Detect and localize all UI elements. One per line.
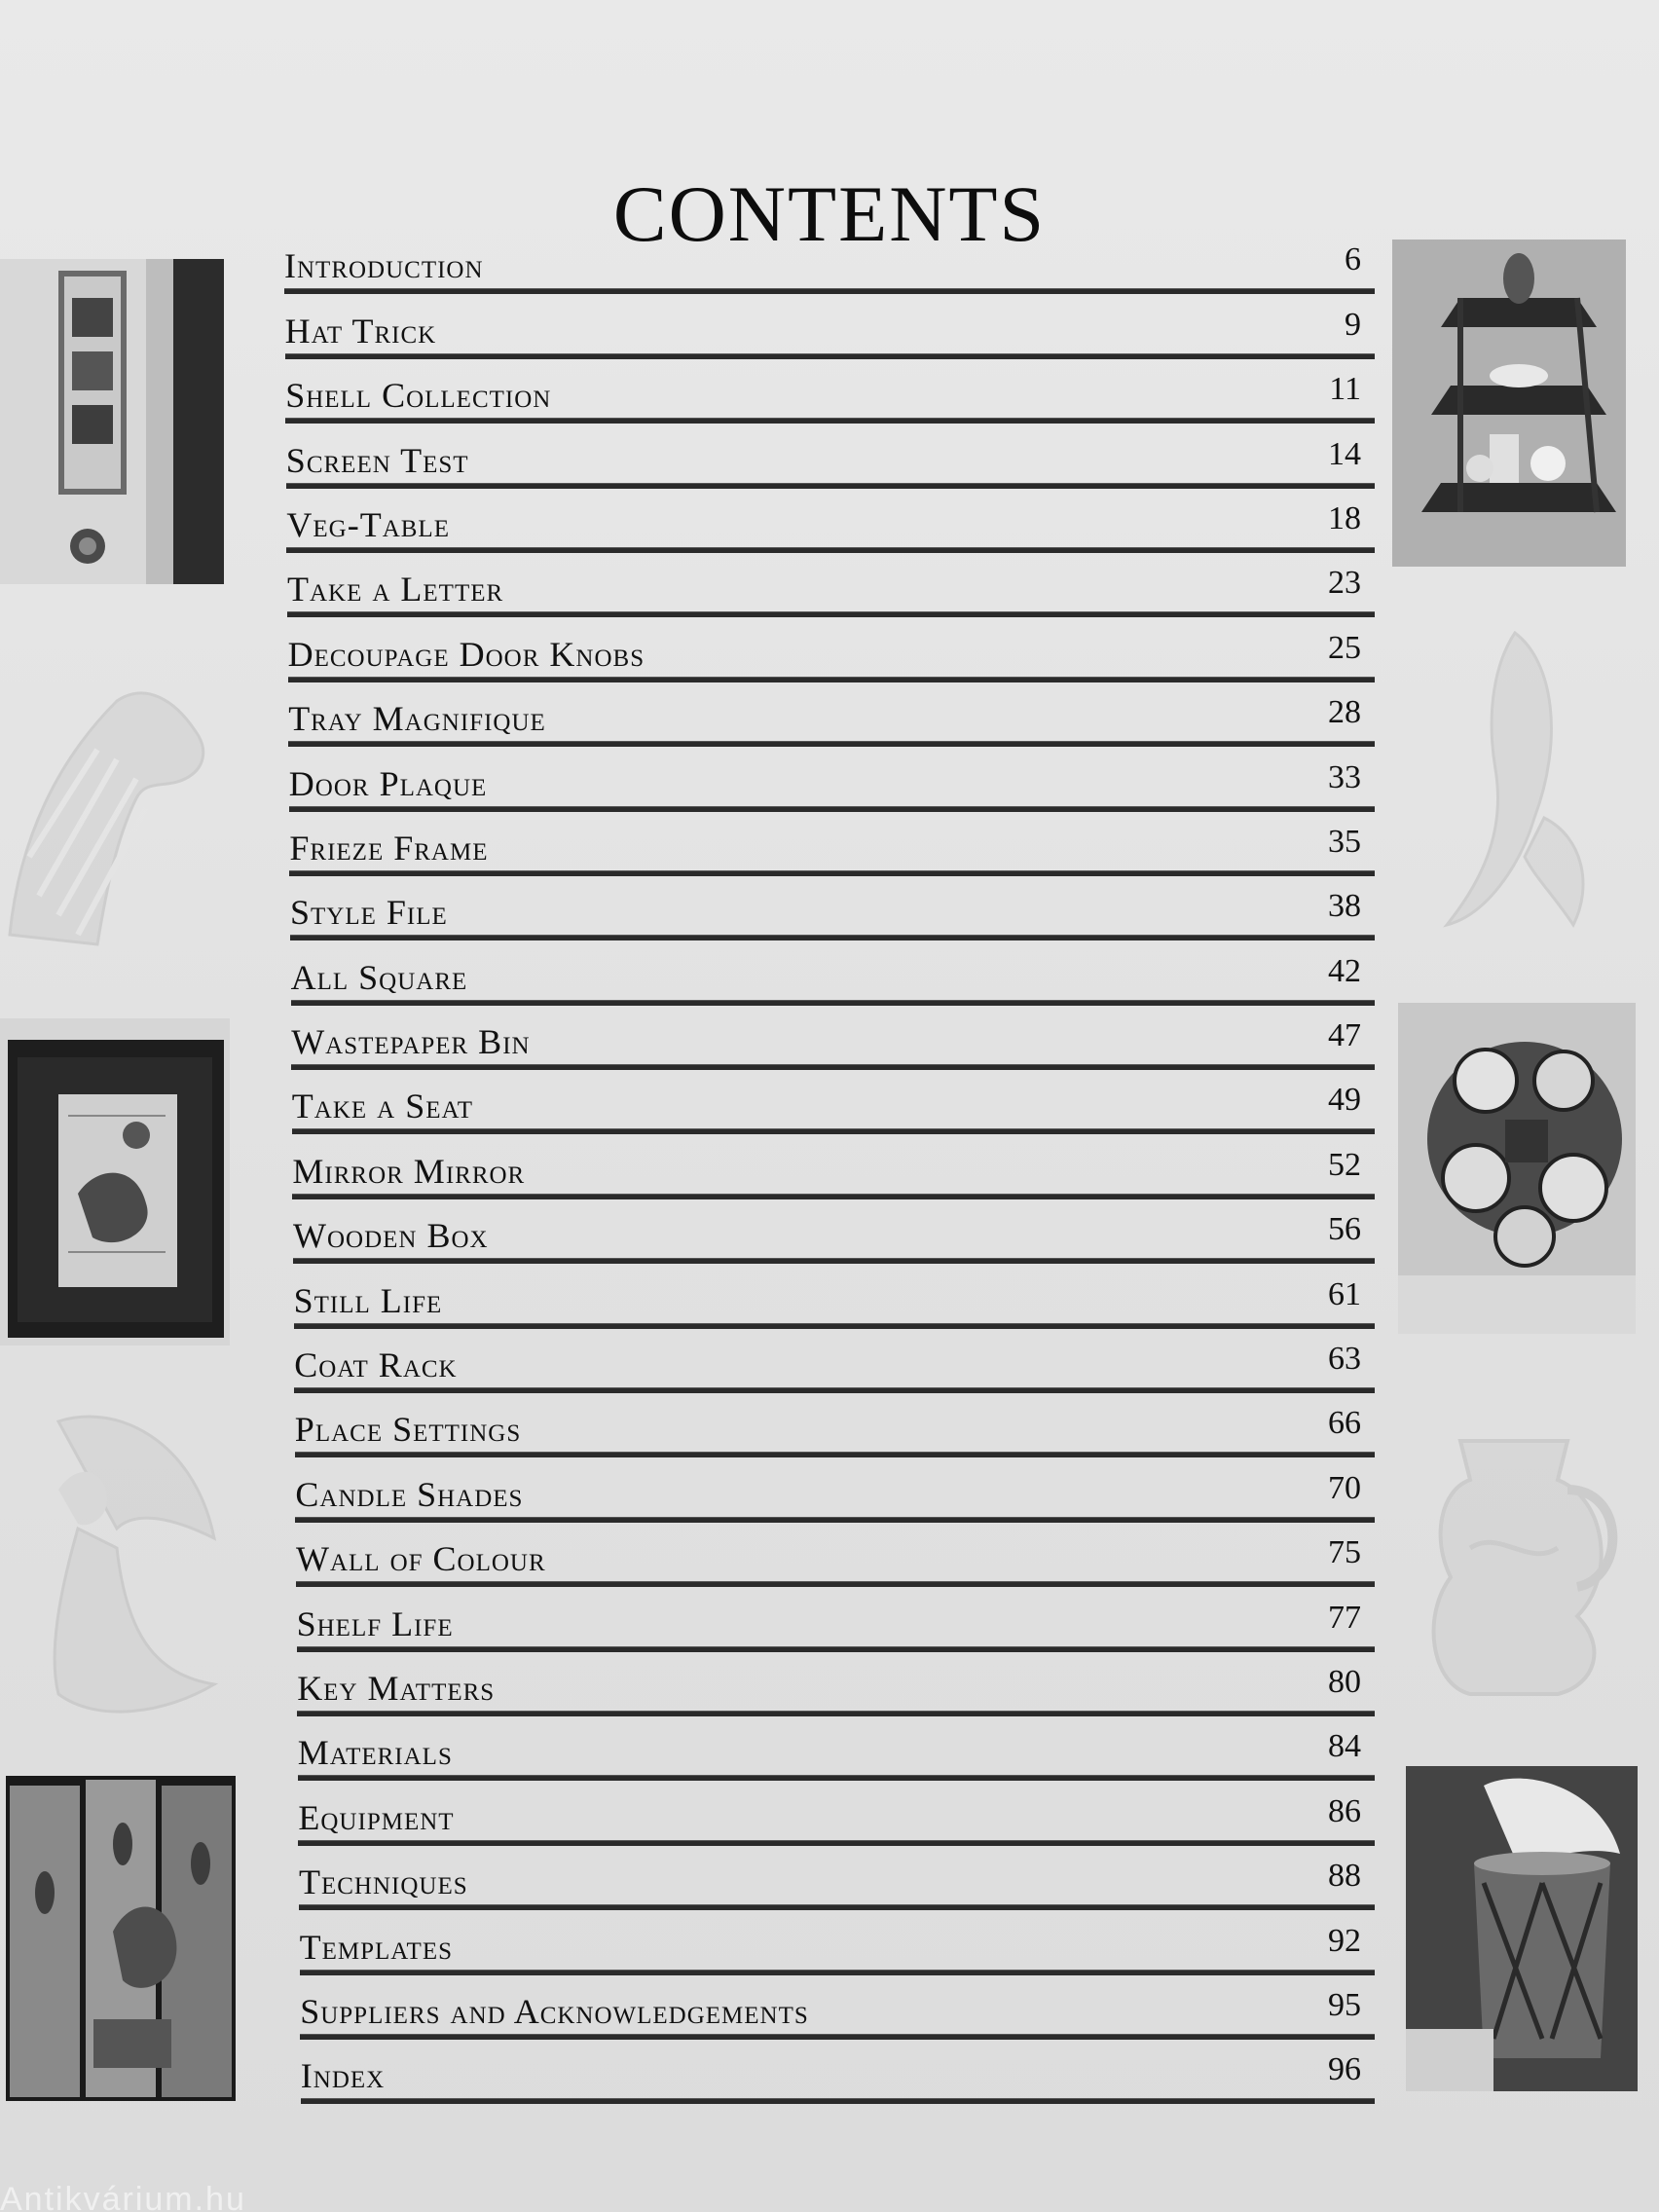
toc-entry-page-number: 38 [1328, 888, 1361, 925]
photo-wastepaper-bin [1406, 1766, 1638, 2091]
toc-entry [298, 1783, 1375, 1847]
toc-entry-rule [294, 1387, 1375, 1393]
toc-entry-rule [285, 353, 1375, 359]
toc-entry-rule [284, 288, 1375, 294]
toc-entry [289, 749, 1375, 813]
toc-entry-rule [288, 741, 1375, 747]
toc-entry-title: Frieze Frame [289, 828, 489, 867]
toc-entry-title: Tray Magnifique [288, 699, 546, 739]
toc-entry [296, 1525, 1375, 1589]
toc-entry [300, 1977, 1375, 2042]
toc-entry-rule [299, 1904, 1375, 1910]
toc-entry-page-number: 84 [1328, 1728, 1361, 1765]
toc-entry-rule [301, 2098, 1375, 2104]
toc-entry-page-number: 25 [1328, 629, 1361, 666]
toc-entry [286, 425, 1375, 490]
toc-entry-rule [292, 1128, 1375, 1134]
toc-entry-rule [298, 1775, 1375, 1781]
toc-entry [292, 1136, 1375, 1200]
toc-entry-page-number: 28 [1328, 694, 1361, 731]
toc-entry-rule [289, 870, 1375, 876]
toc-entry-title: Wastepaper Bin [291, 1022, 531, 1062]
toc-entry-rule [294, 1323, 1375, 1329]
toc-entry-rule [293, 1258, 1375, 1264]
toc-entry-title: Introduction [284, 246, 484, 286]
toc-entry [294, 1266, 1375, 1330]
toc-entry-title: Index [300, 2056, 386, 2096]
toc-entry-rule [298, 1840, 1375, 1846]
toc-entry [292, 1072, 1375, 1136]
toc-entry-title: Take a Seat [291, 1087, 474, 1126]
toc-entry-title: Door Plaque [288, 763, 488, 803]
toc-entry [291, 942, 1375, 1007]
toc-entry-title: Veg-Table [286, 504, 450, 544]
toc-entry-page-number: 80 [1328, 1663, 1361, 1700]
toc-entry [295, 1395, 1375, 1459]
toc-entry-page-number: 77 [1328, 1599, 1361, 1636]
toc-entry-title: Templates [299, 1927, 453, 1967]
toc-entry-title: Shelf Life [296, 1604, 454, 1643]
toc-entry [299, 1848, 1375, 1912]
toc-entry-page-number: 75 [1328, 1534, 1361, 1571]
toc-entry [294, 1331, 1375, 1395]
toc-entry-page-number: 56 [1328, 1211, 1361, 1248]
toc-entry-page-number: 70 [1328, 1469, 1361, 1506]
toc-entry-page-number: 92 [1328, 1922, 1361, 1959]
toc-entry-page-number: 18 [1328, 499, 1361, 536]
photo-folding-screen [6, 1776, 236, 2101]
toc-entry-page-number: 42 [1328, 952, 1361, 989]
toc-entry-page-number: 96 [1328, 2051, 1361, 2088]
toc-entry [287, 555, 1375, 619]
table-of-contents [284, 232, 1375, 2106]
angel-stencil [0, 1402, 224, 1733]
toc-entry-rule [289, 806, 1375, 812]
toc-entry [297, 1589, 1375, 1653]
toc-entry-page-number: 9 [1345, 306, 1361, 343]
toc-entry-page-number: 66 [1328, 1405, 1361, 1442]
photo-corner-shelf [1392, 240, 1626, 567]
toc-entry-title: Decoupage Door Knobs [287, 634, 645, 674]
toc-entry-title: All Square [290, 957, 468, 997]
toc-entry [301, 2042, 1375, 2106]
toc-entry [285, 361, 1375, 425]
toc-entry-page-number: 11 [1329, 371, 1361, 408]
toc-entry [289, 814, 1375, 878]
photo-shell-mirror [1398, 1003, 1636, 1334]
toc-entry-title: Take a Letter [287, 570, 504, 609]
page-title: CONTENTS [612, 168, 1047, 258]
toc-entry-rule [300, 1970, 1375, 1975]
toc-entry-page-number: 63 [1328, 1341, 1361, 1378]
photo-key-cabinet [0, 1018, 230, 1346]
watermark: Antikvárium.hu [0, 2181, 246, 2212]
toc-entry-rule [300, 2034, 1375, 2040]
photo-door-hanging [0, 259, 224, 584]
toc-entry-page-number: 52 [1328, 1146, 1361, 1183]
toc-entry [293, 1201, 1375, 1266]
toc-entry [285, 296, 1375, 360]
toc-entry [284, 232, 1375, 296]
toc-entry [295, 1459, 1375, 1524]
zebra-stencil [0, 643, 219, 964]
toc-entry-title: Screen Test [285, 440, 469, 480]
toc-entry-title: Coat Rack [294, 1346, 458, 1385]
toc-entry-rule [295, 1452, 1375, 1457]
toc-entry-rule [292, 1194, 1375, 1199]
toc-entry-title: Candle Shades [295, 1474, 524, 1514]
toc-entry-title: Style File [290, 893, 448, 933]
toc-entry-rule [286, 547, 1375, 553]
toc-entry-rule [288, 677, 1375, 682]
toc-entry-page-number: 35 [1328, 823, 1361, 860]
toc-entry [297, 1654, 1375, 1718]
toc-entry-page-number: 95 [1328, 1986, 1361, 2023]
toc-entry-title: Wooden Box [293, 1216, 489, 1256]
toc-entry-title: Key Matters [297, 1668, 496, 1708]
toc-entry-title: Materials [297, 1733, 453, 1773]
toc-entry-title: Wall of Colour [296, 1539, 546, 1579]
toc-entry-page-number: 47 [1328, 1017, 1361, 1054]
toc-entry-rule [297, 1711, 1375, 1716]
toc-entry-rule [287, 611, 1375, 617]
jug-stencil [1412, 1402, 1626, 1704]
toc-entry-title: Techniques [299, 1862, 468, 1902]
toc-entry-rule [297, 1646, 1375, 1652]
toc-entry [300, 1912, 1375, 1976]
toc-entry-title: Equipment [298, 1797, 455, 1837]
toc-entry [290, 878, 1375, 942]
toc-entry-rule [291, 1000, 1375, 1006]
toc-entry-page-number: 86 [1328, 1792, 1361, 1829]
toc-entry [291, 1008, 1375, 1072]
toc-entry-page-number: 88 [1328, 1858, 1361, 1895]
toc-entry-page-number: 6 [1345, 241, 1361, 278]
toc-entry-page-number: 61 [1328, 1275, 1361, 1312]
toc-entry-title: Mirror Mirror [292, 1151, 526, 1191]
toc-entry-rule [295, 1517, 1375, 1523]
toc-entry-title: Still Life [293, 1280, 443, 1320]
toc-entry-title: Shell Collection [285, 376, 552, 416]
toc-entry [288, 684, 1375, 749]
toc-entry-rule [285, 418, 1375, 424]
toc-entry-page-number: 14 [1328, 435, 1361, 472]
toc-entry-title: Place Settings [294, 1410, 522, 1450]
toc-entry-rule [290, 935, 1375, 940]
toc-entry [298, 1718, 1375, 1783]
toc-entry-rule [291, 1064, 1375, 1070]
toc-entry-title: Hat Trick [284, 311, 437, 350]
toc-entry-rule [296, 1581, 1375, 1587]
toc-entry [286, 491, 1375, 555]
toc-entry-rule [286, 483, 1375, 489]
toc-entry-page-number: 23 [1328, 565, 1361, 602]
toc-entry-page-number: 33 [1328, 758, 1361, 795]
chilli-pepper-stencil [1427, 623, 1603, 935]
toc-entry-title: Suppliers and Acknowledgements [300, 1991, 809, 2031]
toc-entry-page-number: 49 [1328, 1082, 1361, 1119]
toc-entry [288, 619, 1375, 683]
